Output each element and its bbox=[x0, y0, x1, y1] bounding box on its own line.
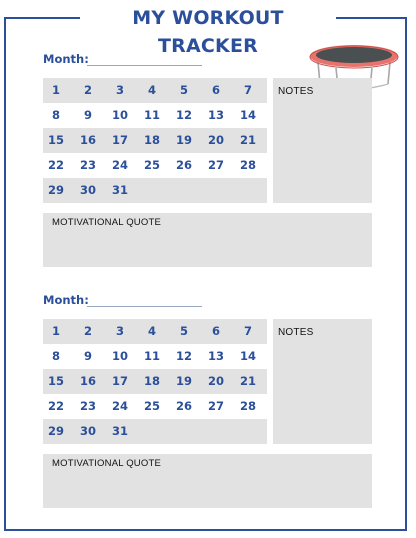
motivational-quote-box[interactable] bbox=[43, 454, 372, 508]
page-title: MY WORKOUT TRACKER bbox=[80, 4, 336, 32]
calendar-day[interactable]: 10 bbox=[111, 349, 128, 363]
calendar-day[interactable]: 2 bbox=[83, 83, 92, 97]
calendar-day[interactable]: 17 bbox=[111, 133, 128, 147]
calendar-day[interactable]: 15 bbox=[47, 374, 64, 388]
calendar-week-1 bbox=[43, 319, 267, 344]
calendar-day[interactable]: 24 bbox=[111, 399, 128, 413]
calendar-day[interactable]: 17 bbox=[111, 374, 128, 388]
calendar-day[interactable]: 29 bbox=[47, 183, 64, 197]
calendar-day[interactable]: 24 bbox=[111, 158, 128, 172]
calendar-day[interactable]: 3 bbox=[115, 83, 124, 97]
calendar-day[interactable]: 30 bbox=[79, 183, 96, 197]
calendar-day[interactable]: 7 bbox=[243, 324, 252, 338]
calendar-day[interactable]: 10 bbox=[111, 108, 128, 122]
calendar-day[interactable]: 3 bbox=[115, 324, 124, 338]
calendar-day[interactable]: 4 bbox=[147, 324, 156, 338]
calendar-day[interactable]: 1 bbox=[51, 83, 60, 97]
calendar-day[interactable]: 28 bbox=[239, 399, 256, 413]
calendar-day[interactable]: 9 bbox=[83, 349, 92, 363]
month-input-line[interactable] bbox=[87, 65, 202, 66]
notes-label: NOTES bbox=[278, 327, 314, 338]
calendar-week-5 bbox=[43, 419, 267, 444]
calendar-day[interactable]: 2 bbox=[83, 324, 92, 338]
calendar-day[interactable]: 16 bbox=[79, 133, 96, 147]
motivational-quote-label: MOTIVATIONAL QUOTE bbox=[52, 217, 161, 228]
calendar-day[interactable]: 27 bbox=[207, 399, 224, 413]
calendar-day[interactable]: 18 bbox=[143, 374, 160, 388]
calendar-day[interactable]: 5 bbox=[179, 324, 188, 338]
notes-box[interactable] bbox=[273, 319, 372, 444]
calendar-day[interactable]: 21 bbox=[239, 133, 256, 147]
calendar-week-4 bbox=[43, 394, 267, 419]
calendar-day[interactable]: 6 bbox=[211, 324, 220, 338]
notes-box[interactable] bbox=[273, 78, 372, 203]
calendar-day[interactable]: 27 bbox=[207, 158, 224, 172]
calendar-day[interactable]: 26 bbox=[175, 399, 192, 413]
calendar-day[interactable]: 11 bbox=[143, 349, 160, 363]
calendar-day[interactable]: 9 bbox=[83, 108, 92, 122]
calendar-week-2 bbox=[43, 103, 267, 128]
calendar-day[interactable]: 12 bbox=[175, 108, 192, 122]
calendar-day[interactable]: 30 bbox=[79, 424, 96, 438]
calendar-day[interactable]: 25 bbox=[143, 399, 160, 413]
calendar-day[interactable]: 31 bbox=[111, 183, 128, 197]
calendar-day[interactable]: 23 bbox=[79, 399, 96, 413]
calendar-day[interactable]: 28 bbox=[239, 158, 256, 172]
calendar-day[interactable]: 14 bbox=[239, 349, 256, 363]
month-label: Month: bbox=[43, 52, 89, 66]
calendar-day[interactable]: 12 bbox=[175, 349, 192, 363]
motivational-quote-box[interactable] bbox=[43, 213, 372, 267]
calendar-day[interactable]: 19 bbox=[175, 374, 192, 388]
calendar-day[interactable]: 5 bbox=[179, 83, 188, 97]
calendar-day[interactable]: 22 bbox=[47, 158, 64, 172]
calendar-week-3 bbox=[43, 369, 267, 394]
calendar-week-3 bbox=[43, 128, 267, 153]
calendar-day[interactable]: 6 bbox=[211, 83, 220, 97]
motivational-quote-label: MOTIVATIONAL QUOTE bbox=[52, 458, 161, 469]
calendar-day[interactable]: 1 bbox=[51, 324, 60, 338]
calendar-day[interactable]: 19 bbox=[175, 133, 192, 147]
calendar-day[interactable]: 18 bbox=[143, 133, 160, 147]
calendar-day[interactable]: 8 bbox=[51, 349, 60, 363]
calendar-day[interactable]: 25 bbox=[143, 158, 160, 172]
calendar-day[interactable]: 7 bbox=[243, 83, 252, 97]
calendar-day[interactable]: 11 bbox=[143, 108, 160, 122]
calendar-day[interactable]: 4 bbox=[147, 83, 156, 97]
calendar-day[interactable]: 13 bbox=[207, 349, 224, 363]
calendar-week-2 bbox=[43, 344, 267, 369]
notes-label: NOTES bbox=[278, 86, 314, 97]
month-label: Month: bbox=[43, 293, 89, 307]
calendar-day[interactable]: 29 bbox=[47, 424, 64, 438]
calendar-day[interactable]: 23 bbox=[79, 158, 96, 172]
calendar-day[interactable]: 15 bbox=[47, 133, 64, 147]
calendar-day[interactable]: 14 bbox=[239, 108, 256, 122]
calendar-day[interactable]: 22 bbox=[47, 399, 64, 413]
calendar-week-1 bbox=[43, 78, 267, 103]
calendar-day[interactable]: 31 bbox=[111, 424, 128, 438]
calendar-day[interactable]: 16 bbox=[79, 374, 96, 388]
calendar-day[interactable]: 13 bbox=[207, 108, 224, 122]
calendar-week-5 bbox=[43, 178, 267, 203]
calendar-day[interactable]: 21 bbox=[239, 374, 256, 388]
calendar-week-4 bbox=[43, 153, 267, 178]
calendar-day[interactable]: 20 bbox=[207, 374, 224, 388]
calendar-day[interactable]: 26 bbox=[175, 158, 192, 172]
calendar-day[interactable]: 8 bbox=[51, 108, 60, 122]
month-input-line[interactable] bbox=[87, 306, 202, 307]
calendar-day[interactable]: 20 bbox=[207, 133, 224, 147]
